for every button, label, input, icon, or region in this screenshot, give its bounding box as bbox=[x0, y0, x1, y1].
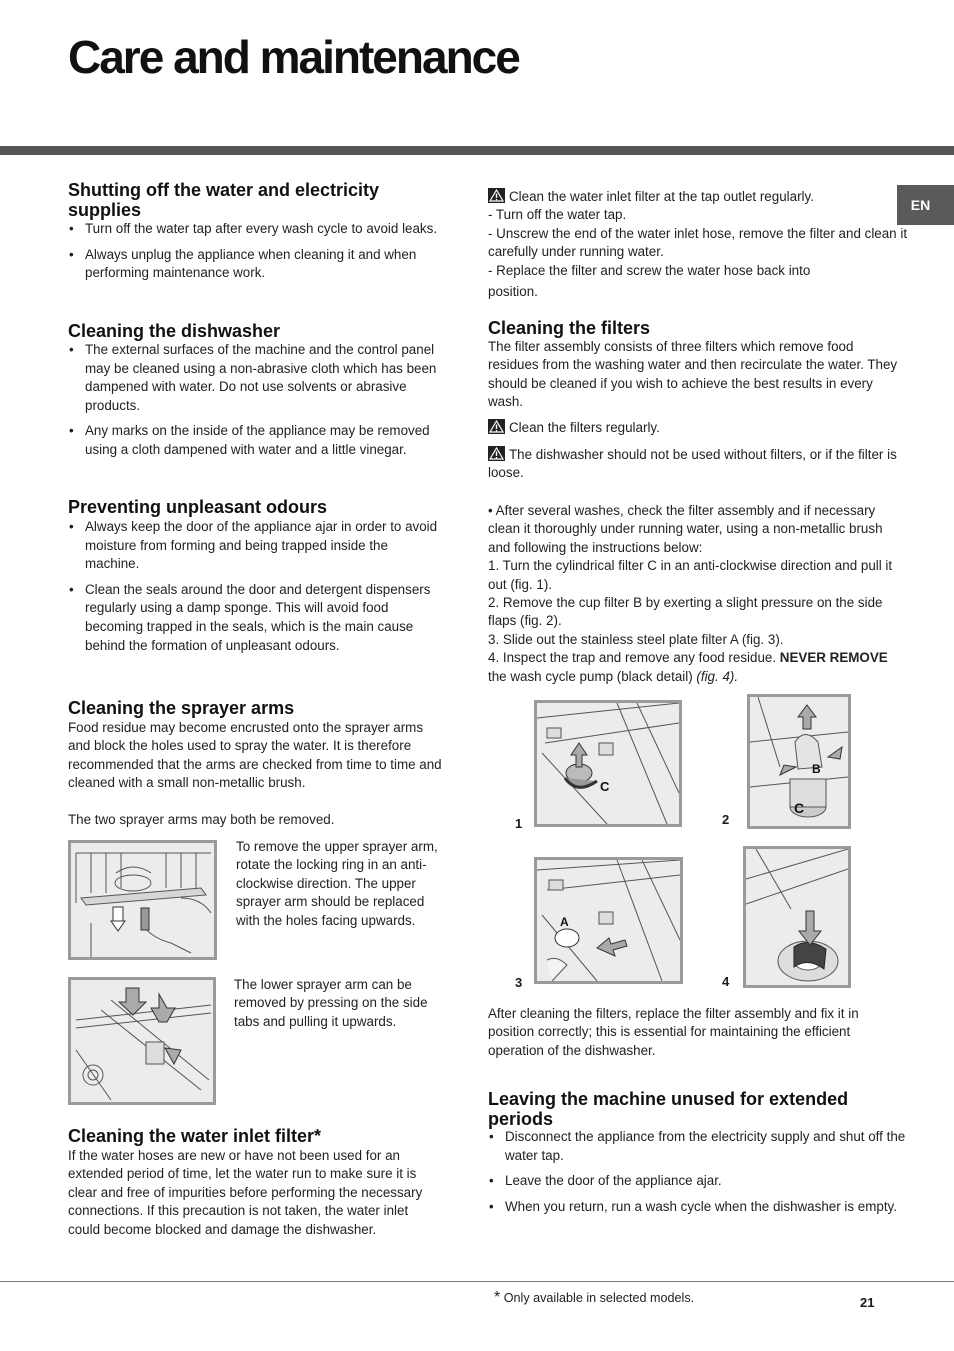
step-4-text: 4. Inspect the trap and remove any food residue. bbox=[488, 650, 780, 666]
fig-2-label-c: C bbox=[794, 800, 805, 816]
section-heading-shutting-off: Shutting off the water and electricity supplies bbox=[68, 180, 380, 220]
filters-step: 1. Turn the cylindrical filter C in an anti-clockwise direction and pull it out (fig. 1). bbox=[488, 558, 893, 592]
filters-step-4 bbox=[488, 649, 906, 686]
never-remove-text: NEVER REMOVE bbox=[779, 650, 888, 666]
footnote-text: Only available in selected models. bbox=[503, 1291, 695, 1305]
list-item: • Always unplug the appliance when cleaning it and when performing maintenance work. bbox=[68, 246, 443, 283]
section-heading-cleaning-filters: Cleaning the filters bbox=[488, 318, 651, 338]
fig-1-label-c: C bbox=[600, 779, 610, 794]
sprayer-arms-body-2: The two sprayer arms may both be removed. bbox=[68, 812, 335, 827]
figure-number-1: 1 bbox=[515, 816, 523, 831]
warning-icon bbox=[488, 446, 505, 461]
filters-body: The filter assembly consists of three filters which remove food residues from the washing water and then recirculate the water. They should be cleaned if you wish to achieve the best results in every wash. bbox=[488, 339, 898, 410]
filter-figure-3 bbox=[534, 857, 683, 984]
inlet-step: position. bbox=[488, 284, 538, 300]
odours-list bbox=[68, 518, 443, 662]
section-heading-odours: Preventing unpleasant odours bbox=[68, 497, 328, 517]
section-heading-sprayer-arms: Cleaning the sprayer arms bbox=[68, 698, 295, 718]
section-heading-unused: Leaving the machine unused for extended periods bbox=[488, 1089, 849, 1129]
filters-warning-2-text: The dishwasher should not be used without filters, or if the filter is loose. bbox=[488, 447, 897, 481]
page-number: 21 bbox=[860, 1295, 875, 1310]
section-heading-cleaning-dishwasher: Cleaning the dishwasher bbox=[68, 321, 281, 341]
cleaning-dishwasher-list bbox=[68, 341, 443, 467]
inlet-step: - Unscrew the end of the water inlet hose, remove the filter and clean it carefully under running water. bbox=[488, 225, 908, 260]
filter-figure-2 bbox=[747, 694, 851, 829]
filters-closing-text: After cleaning the filters, replace the filter assembly and fix it in position correctly; this is essential for maintaining the efficient operation of the dishwasher. bbox=[488, 1006, 859, 1058]
upper-sprayer-arm-illustration bbox=[68, 840, 217, 960]
water-inlet-filter-body: If the water hoses are new or have not been used for an extended period of time, let the water run to make sure it is clear and free of impurities before performing the necessary connections. If this precaution is not taken, the water inlet could become blocked and damage the dishwasher. bbox=[68, 1148, 423, 1237]
page-title: Care and maintenance bbox=[68, 31, 519, 83]
figure-number-3: 3 bbox=[515, 975, 523, 990]
inlet-step: - Turn off the water tap. bbox=[488, 207, 627, 223]
lower-sprayer-arm-illustration bbox=[68, 977, 216, 1105]
footnote bbox=[494, 1289, 694, 1307]
sprayer-arms-body: Food residue may become encrusted onto the sprayer arms and block the holes used to spray the water. It is therefore recommended that the arms are checked from time to time and cleaned with a small non-metallic brush. bbox=[68, 720, 442, 791]
filters-steps bbox=[488, 502, 906, 686]
inlet-step: - Replace the filter and screw the water hose back into bbox=[488, 262, 811, 278]
list-item: • The external surfaces of the machine and the control panel may be cleaned using a non-abrasive cloth which has been dampened with water. Do not use solvents or abrasive products. bbox=[68, 341, 443, 415]
inlet-warning-text: Clean the water inlet filter at the tap outlet regularly. bbox=[509, 189, 814, 204]
filters-warning-1-text: Clean the filters regularly. bbox=[509, 420, 660, 435]
filter-figure-1 bbox=[534, 700, 682, 827]
list-item: • Clean the seals around the door and detergent dispensers regularly using a damp sponge. This will avoid food becoming trapped in the seals, which is the main cause behind the formation of unpleasant odours. bbox=[68, 581, 443, 655]
filters-warning-1 bbox=[488, 419, 906, 437]
filters-step: 2. Remove the cup filter B by exerting a slight pressure on the side flaps (fig. 2). bbox=[488, 595, 883, 629]
filters-step: 3. Slide out the stainless steel plate filter A (fig. 3). bbox=[488, 631, 784, 647]
fig-4-ref: (fig. 4). bbox=[696, 668, 739, 684]
shutting-off-list bbox=[68, 220, 443, 290]
list-item: • Any marks on the inside of the appliance may be removed using a cloth dampened with water and a little vinegar. bbox=[68, 422, 443, 459]
fig-2-label-b: B bbox=[812, 762, 821, 776]
warning-icon bbox=[488, 188, 505, 203]
header-rule bbox=[0, 146, 954, 155]
warning-icon bbox=[488, 419, 505, 434]
upper-sprayer-text: To remove the upper sprayer arm, rotate the locking ring in an anti-clockwise direction. The upper sprayer arm should be replaced with the holes facing upwards. bbox=[236, 839, 438, 928]
section-heading-water-inlet-filter: Cleaning the water inlet filter* bbox=[68, 1126, 322, 1146]
inlet-filter-instructions bbox=[488, 188, 908, 301]
list-item: • Turn off the water tap after every wash cycle to avoid leaks. bbox=[68, 220, 443, 239]
list-item: • Disconnect the appliance from the electricity supply and shut off the water tap. bbox=[488, 1128, 906, 1165]
lower-sprayer-text: The lower sprayer arm can be removed by pressing on the side tabs and pulling it upwards. bbox=[234, 977, 428, 1029]
figure-number-2: 2 bbox=[722, 812, 730, 827]
footer-rule bbox=[0, 1281, 954, 1282]
figure-number-4: 4 bbox=[722, 974, 730, 989]
filters-warning-2 bbox=[488, 446, 906, 483]
step-4-text-cont: the wash cycle pump (black detail) bbox=[488, 668, 697, 684]
list-item: • When you return, run a wash cycle when the dishwasher is empty. bbox=[488, 1198, 906, 1217]
filters-after-text: • After several washes, check the filter assembly and if necessary clean it thoroughly under running water, using a non-metallic brush and following the instructions below: bbox=[488, 503, 883, 555]
list-item: • Leave the door of the appliance ajar. bbox=[488, 1172, 906, 1191]
unused-list bbox=[488, 1128, 906, 1223]
language-tab: EN bbox=[897, 185, 954, 225]
filter-figure-4 bbox=[743, 846, 851, 988]
fig-3-label-a: A bbox=[560, 915, 569, 929]
list-item: • Always keep the door of the appliance ajar in order to avoid moisture from forming and being trapped inside the machine. bbox=[68, 518, 443, 574]
footnote-star: * bbox=[494, 1289, 501, 1306]
